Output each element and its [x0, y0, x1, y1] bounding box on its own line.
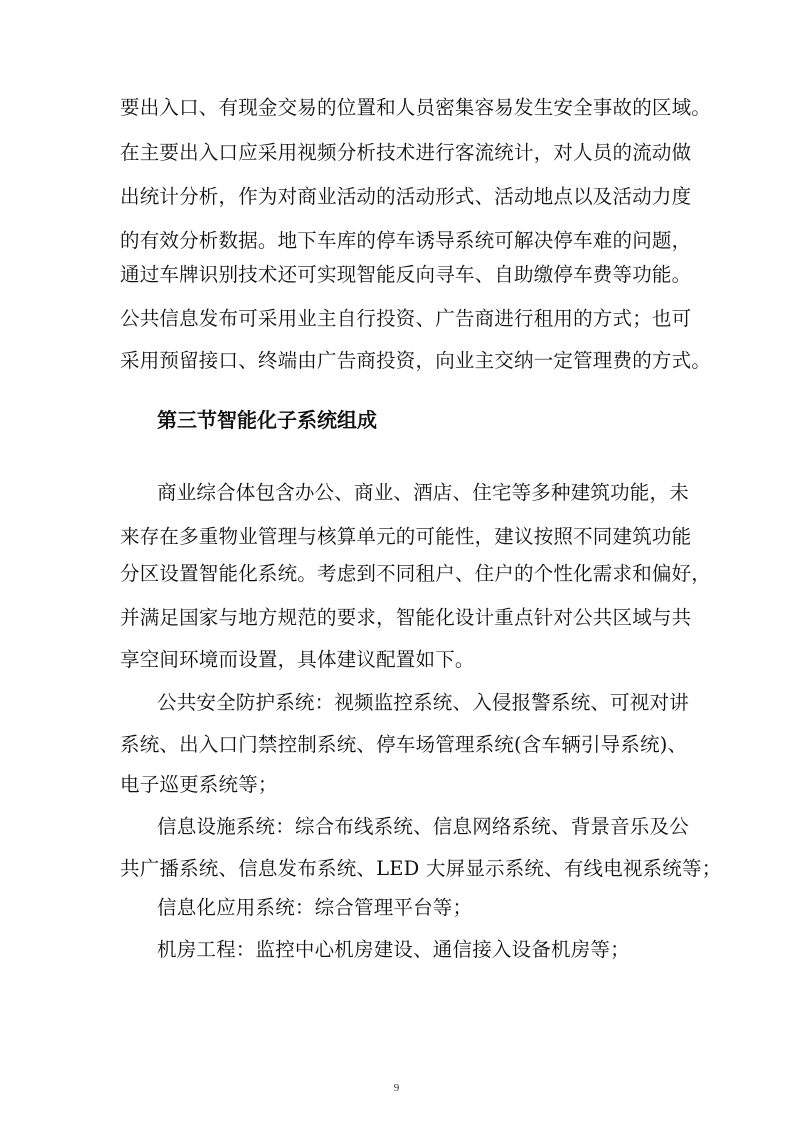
paragraph-line: 出统计分析，作为对商业活动的活动形式、活动地点以及活动力度 — [120, 185, 692, 208]
paragraph-line: 商业综合体包含办公、商业、酒店、住宅等多种建筑功能，未 — [157, 481, 689, 504]
paragraph-line: 信息设施系统：综合布线系统、信息网络系统、背景音乐及公 — [157, 815, 689, 838]
paragraph-line: 并满足国家与地方规范的要求，智能化设计重点针对公共区域与共 — [120, 606, 692, 629]
paragraph-line: 来存在多重物业管理与核算单元的可能性，建议按照不同建筑功能 — [120, 525, 692, 548]
paragraph-line: 享空间环境而设置，具体建议配置如下。 — [120, 648, 475, 671]
paragraph-line: 采用预留接口、终端由广告商投资，向业主交纳一定管理费的方式。 — [120, 349, 712, 372]
paragraph-line: 机房工程：监控中心机房建设、通信接入设备机房等； — [157, 938, 630, 961]
paragraph-line: 的有效分析数据。地下车库的停车诱导系统可解决停车难的问题， — [120, 229, 692, 252]
paragraph-line: 电子巡更系统等； — [120, 773, 278, 796]
paragraph-line: 公共安全防护系统：视频监控系统、入侵报警系统、可视对讲 — [157, 691, 689, 714]
paragraph-line: 要出入口、有现金交易的位置和人员密集容易发生安全事故的区域。 — [120, 96, 712, 119]
paragraph-line: 通过车牌识别技术还可实现智能反向寻车、自助缴停车费等功能。 — [120, 263, 692, 286]
paragraph-line: 信息化应用系统：综合管理平台等； — [157, 896, 473, 919]
paragraph-line: 公共信息发布可采用业主自行投资、广告商进行租用的方式；也可 — [120, 307, 692, 330]
paragraph-line: 分区设置智能化系统。考虑到不同租户、住户的个性化需求和偏好， — [120, 562, 712, 585]
paragraph-line: 共广播系统、信息发布系统、LED 大屏显示系统、有线电视系统等； — [120, 857, 722, 880]
paragraph-line: 系统、出入口门禁控制系统、停车场管理系统(含车辆引导系统)、 — [120, 733, 688, 756]
paragraph-line: 在主要出入口应采用视频分析技术进行客流统计，对人员的流动做 — [120, 141, 692, 164]
section-heading: 第三节智能化子系统组成 — [157, 408, 377, 432]
page-number: 9 — [393, 1082, 400, 1094]
